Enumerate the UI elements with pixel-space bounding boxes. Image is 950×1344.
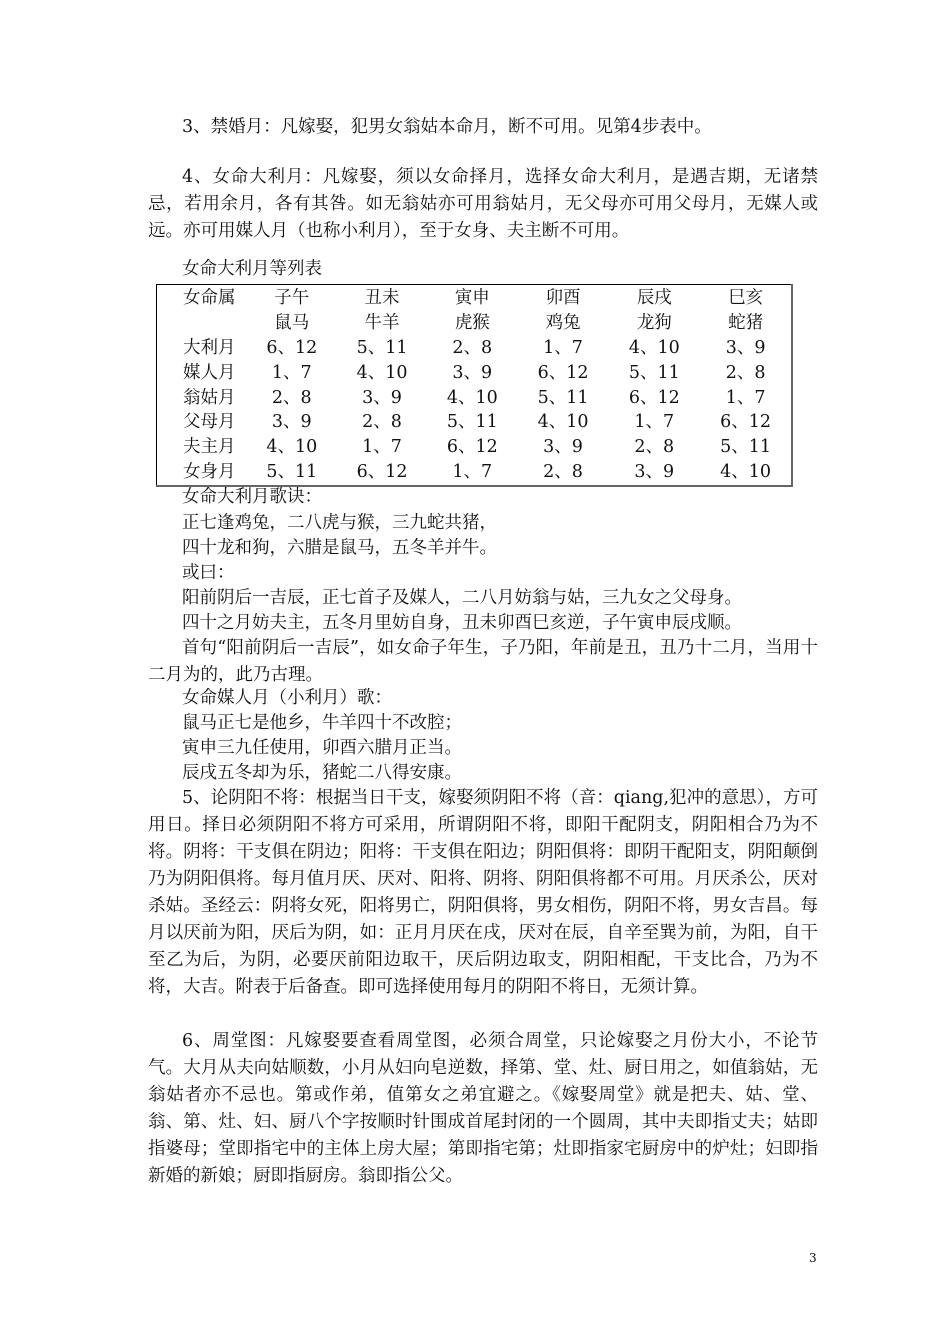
table-row	[157, 435, 793, 460]
table-cell: 6、12	[266, 338, 318, 358]
table-row	[157, 386, 793, 411]
table-cell: 5、11	[356, 338, 408, 358]
table-corner-label: 女命属	[183, 288, 236, 308]
table-cell: 3、9	[725, 338, 766, 358]
mei-song-title: 女命媒人月（小利月）歌：	[182, 688, 392, 708]
table-cell: 4、10	[266, 437, 318, 458]
table-cell: 5、11	[537, 387, 589, 408]
table-cell: 1、7	[362, 437, 402, 458]
song-or-label: 或曰：	[182, 563, 235, 583]
row-label: 夫主月	[183, 437, 236, 458]
table-cell: 6、12	[720, 412, 772, 433]
row-label: 媒人月	[183, 362, 236, 383]
song-line: 四十之月妨夫主，五冬月里妨自身，丑未卯酉巳亥逆，子午寅申辰戌顺。	[182, 613, 742, 633]
table-cell: 4、10	[356, 362, 408, 383]
table-row	[157, 336, 793, 361]
paragraph-yinyang-bujiang: 5、论阴阳不将：根据当日干支，嫁娶须阴阳不将（音：qiang,犯冲的意思），方可用日。择日必须阴阳不将方可采用，所谓阴阳不将，即阳干配阴支，阴阳相合乃为不将。阴将：干支俱在阴边；阳将：干支俱在阳边；阴阳俱将：即阴干配阳支，阴阳颠倒乃为阴阳俱将。每月值月厌、厌对、阳将、阴将、阴阳俱将都不可用。月厌杀公，厌对杀姑。圣经云：阴将女死，阳将男亡，阴阳俱将，男女相伤，阴阳不将，男女吉昌。每月以厌前为阳，厌后为阴，如：正月月厌在戌，厌对在辰，自辛至巽为前，为阳，自干至乙为后，为阴，必要厌前阳边取干，厌后阴边取支，阴阳相配，干支比合，乃为不将，大吉。附表于后备查。即可选择使用每月的阴阳不将日，无须计算。	[148, 788, 818, 997]
table-cell: 5、11	[266, 461, 318, 482]
paragraph-female-lucky-month: 4、女命大利月：凡嫁娶，须以女命择月，选择女命大利月，是遇吉期，无诸禁忌，若用余月，各有其咎。如无翁姑亦可用翁姑月，无父母亦可用父母月，无媒人或远。亦可用媒人月（也称小利月），至于女身、夫主断不可用。	[148, 167, 818, 241]
table-cell: 3、9	[271, 412, 312, 433]
table-cell: 4、10	[446, 387, 498, 408]
page-number: 3	[809, 1251, 817, 1265]
table-cell: 4、10	[628, 338, 680, 358]
table-caption: 女命大利月等列表	[182, 259, 322, 279]
table-cell: 4、10	[720, 461, 772, 482]
table-cell: 2、8	[362, 412, 402, 433]
column-header: 子午 鼠马	[274, 288, 310, 333]
table-cell: 4、10	[537, 412, 589, 433]
row-label: 父母月	[183, 412, 236, 433]
song-line: 四十龙和狗，六腊是鼠马，五冬羊并牛。	[182, 538, 497, 558]
table-cell: 2、8	[271, 387, 312, 408]
table-cell: 6、12	[446, 437, 498, 458]
column-header: 巳亥 蛇猪	[728, 288, 764, 333]
row-label: 女身月	[183, 461, 236, 482]
mei-song-line: 辰戌五冬却为乐，猪蛇二八得安康。	[182, 763, 462, 783]
table-cell: 2、8	[725, 362, 766, 383]
table-cell: 6、12	[628, 387, 680, 408]
table-cell: 1、7	[452, 461, 493, 482]
table-cell: 5、11	[720, 437, 772, 458]
lucky-month-table	[156, 284, 793, 487]
table-cell: 6、12	[537, 362, 589, 383]
row-label: 大利月	[183, 338, 236, 358]
table-cell: 3、9	[543, 437, 583, 458]
table-cell: 1、7	[725, 387, 766, 408]
song-line: 正七逢鸡兔，二八虎与猴，三九蛇共猪，	[182, 513, 497, 533]
song-explanation: 首句“阳前阴后一吉辰”，如女命子年生，子乃阳，年前是丑，丑乃十二月，当用十二月为的，此乃古理。	[148, 638, 818, 685]
song-line: 阳前阴后一吉辰，正七首子及媒人，二八月妨翁与姑，三九女之父母身。	[182, 588, 742, 608]
paragraph-forbidden-month: 3、禁婚月：凡嫁娶，犯男女翁姑本命月，断不可用。见第4步表中。	[182, 117, 712, 137]
table-row	[157, 410, 793, 435]
table-cell: 2、8	[634, 437, 675, 458]
table-cell: 2、8	[452, 338, 493, 358]
table-row	[157, 361, 793, 386]
table-cell: 3、9	[634, 461, 675, 482]
column-header: 卯酉 鸡兔	[545, 288, 581, 333]
table-cell: 2、8	[543, 461, 583, 482]
table-cell: 5、11	[446, 412, 498, 433]
table-cell: 1、7	[271, 362, 312, 383]
paragraph-zhoutang: 6、周堂图：凡嫁娶要查看周堂图，必须合周堂，只论嫁娶之月份大小，不论节气。大月从夫向姑顺数，小月从妇向皂逆数，择第、堂、灶、厨日用之，如值翁姑，无翁姑者亦不忌也。第或作弟，值第女之弟宜避之。《嫁娶周堂》就是把夫、姑、堂、翁、第、灶、妇、厨八个字按顺时针围成首尾封闭的一个圆周，其中夫即指丈夫；姑即指婆母；堂即指宅中的主体上房大屋；第即指宅第；灶即指家宅厨房中的炉灶；妇即指新婚的新娘；厨即指厨房。翁即指公父。	[148, 1031, 818, 1186]
row-label: 翁姑月	[183, 387, 236, 408]
table-cell: 1、7	[634, 412, 675, 433]
table-cell: 5、11	[628, 362, 680, 383]
mei-song-line: 鼠马正七是他乡，牛羊四十不改腔；	[182, 713, 462, 733]
column-header: 丑未 牛羊	[364, 288, 400, 333]
song-title: 女命大利月歌诀：	[182, 487, 322, 507]
table-cell: 1、7	[543, 338, 583, 358]
mei-song-line: 寅申三九任使用，卯酉六腊月正当。	[182, 738, 462, 758]
table-cell: 3、9	[452, 362, 493, 383]
column-header: 寅申 虎猴	[454, 288, 490, 333]
column-header: 辰戌 龙狗	[636, 288, 672, 333]
table-cell: 6、12	[356, 461, 408, 482]
table-cell: 3、9	[362, 387, 402, 408]
table-header-row	[157, 285, 793, 337]
table-row	[157, 460, 793, 486]
